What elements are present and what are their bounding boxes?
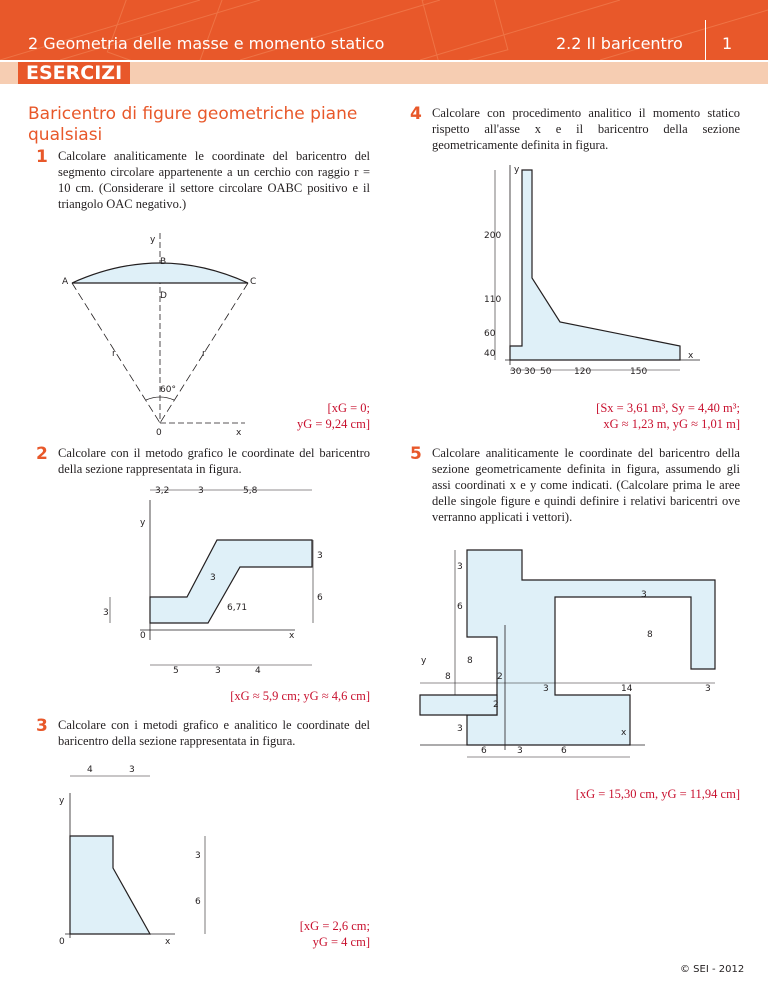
exercise-2-answer: [xG ≈ 5,9 cm; yG ≈ 4,6 cm] — [230, 689, 370, 703]
chapter-title: 2 Geometria delle masse e momento statico — [28, 34, 385, 53]
svg-text:3: 3 — [210, 573, 216, 583]
svg-text:3: 3 — [457, 724, 463, 734]
svg-text:200: 200 — [484, 231, 502, 241]
svg-text:6: 6 — [561, 746, 567, 756]
svg-text:3: 3 — [103, 608, 109, 618]
svg-text:3,2: 3,2 — [155, 486, 170, 496]
svg-text:r: r — [202, 349, 206, 359]
svg-text:3: 3 — [317, 551, 323, 561]
exercise-1-text: Calcolare analiticamente le coordinate del baricentro del segmento circolare appartenente a un cerchio con raggio r = 10 cm. (Considerare il settore circolare OABC positivo e il triangolo OAC negativo.) — [58, 149, 370, 211]
exercise-1-answer — [230, 400, 370, 432]
svg-text:x: x — [621, 728, 627, 738]
answer-line: yG = 9,24 cm] — [296, 417, 370, 431]
answer-line: [xG = 2,6 cm; — [299, 919, 370, 933]
svg-text:A: A — [62, 277, 69, 287]
copyright: © SEI - 2012 — [680, 964, 745, 975]
answer-line: xG ≈ 1,23 m, yG ≈ 1,01 m] — [603, 417, 740, 431]
svg-text:4: 4 — [255, 666, 261, 676]
svg-text:y: y — [514, 165, 520, 175]
exercise-5-number: 5 — [410, 444, 422, 464]
svg-text:y: y — [421, 656, 427, 666]
svg-text:0: 0 — [59, 937, 65, 947]
exercise-2-figure — [95, 480, 335, 680]
subsection-heading: Baricentro di figure geometriche piane qualsiasi — [28, 104, 358, 145]
svg-text:8: 8 — [467, 656, 473, 666]
svg-text:60: 60 — [484, 329, 496, 339]
svg-text:6: 6 — [195, 897, 201, 907]
exercise-3-answer — [230, 918, 370, 950]
answer-line: yG = 4 cm] — [312, 935, 370, 949]
answer-line: [xG = 0; — [327, 401, 370, 415]
svg-text:3: 3 — [705, 684, 711, 694]
svg-text:3: 3 — [198, 486, 204, 496]
svg-text:2: 2 — [493, 700, 499, 710]
svg-text:3: 3 — [517, 746, 523, 756]
svg-text:40: 40 — [484, 349, 496, 359]
svg-text:6,71: 6,71 — [227, 603, 248, 613]
svg-text:120: 120 — [574, 367, 592, 377]
svg-text:x: x — [688, 351, 694, 361]
svg-text:8: 8 — [647, 630, 653, 640]
svg-text:30: 30 — [524, 367, 536, 377]
exercise-2-text: Calcolare con il metodo grafico le coordinate del baricentro della sezione rappresentata in figura. — [58, 446, 370, 476]
svg-text:6: 6 — [457, 602, 463, 612]
svg-text:C: C — [250, 277, 257, 287]
svg-text:y: y — [150, 235, 156, 245]
svg-text:30: 30 — [510, 367, 522, 377]
exercise-3-text: Calcolare con i metodi grafico e analitico le coordinate del baricentro della sezione rappresentata in figura. — [58, 718, 370, 748]
svg-text:110: 110 — [484, 295, 502, 305]
svg-text:D: D — [160, 291, 167, 301]
answer-line: [Sx = 3,61 m³, Sy = 4,40 m³; — [596, 401, 740, 415]
exercise-3-number: 3 — [36, 716, 48, 736]
svg-text:y: y — [59, 796, 65, 806]
svg-text:3: 3 — [195, 851, 201, 861]
svg-text:3: 3 — [641, 590, 647, 600]
svg-text:14: 14 — [621, 684, 633, 694]
exercise-4-answer — [520, 400, 740, 432]
svg-text:5,8: 5,8 — [243, 486, 258, 496]
svg-text:60°: 60° — [160, 385, 176, 395]
exercise-band — [0, 62, 768, 84]
svg-text:x: x — [165, 937, 171, 947]
svg-text:3: 3 — [129, 765, 135, 775]
exercise-5-answer: [xG = 15,30 cm, yG = 11,94 cm] — [575, 787, 740, 801]
svg-text:0: 0 — [156, 428, 162, 438]
svg-text:0: 0 — [140, 631, 146, 641]
section-title: 2.2 Il baricentro — [556, 34, 683, 53]
exercise-4-text: Calcolare con procedimento analitico il momento statico rispetto all'asse x e il baricentro della sezione geometricamente definita in figura. — [432, 106, 740, 152]
svg-text:B: B — [160, 257, 167, 267]
svg-text:8: 8 — [445, 672, 451, 682]
svg-text:r: r — [112, 349, 116, 359]
svg-text:2: 2 — [497, 672, 503, 682]
svg-text:x: x — [236, 428, 242, 438]
svg-text:4: 4 — [87, 765, 93, 775]
svg-text:3: 3 — [543, 684, 549, 694]
page-header — [0, 0, 768, 60]
svg-text:6: 6 — [317, 593, 323, 603]
svg-text:y: y — [140, 518, 146, 528]
exercise-3-figure — [55, 758, 235, 948]
page-number: 1 — [722, 34, 733, 53]
svg-text:150: 150 — [630, 367, 648, 377]
exercise-4-figure — [470, 160, 710, 380]
svg-text:5: 5 — [173, 666, 179, 676]
exercise-5-figure — [415, 545, 745, 765]
svg-text:3: 3 — [215, 666, 221, 676]
exercise-4-number: 4 — [410, 104, 422, 124]
exercise-1-number: 1 — [36, 147, 48, 167]
svg-text:x: x — [289, 631, 295, 641]
svg-text:6: 6 — [481, 746, 487, 756]
exercise-label: ESERCIZI — [18, 62, 130, 84]
svg-text:3: 3 — [457, 562, 463, 572]
exercise-5-text: Calcolare analiticamente le coordinate del baricentro della sezione geometricamente definita in figura, assumendo gli assi coordinati x e y come indicati. (Calcolare prima le aree delle singole figure e quindi definire i relativi baricentri ove verranno applicati i vettori). — [432, 446, 740, 524]
header-divider — [705, 20, 706, 60]
svg-text:50: 50 — [540, 367, 552, 377]
exercise-2-number: 2 — [36, 444, 48, 464]
